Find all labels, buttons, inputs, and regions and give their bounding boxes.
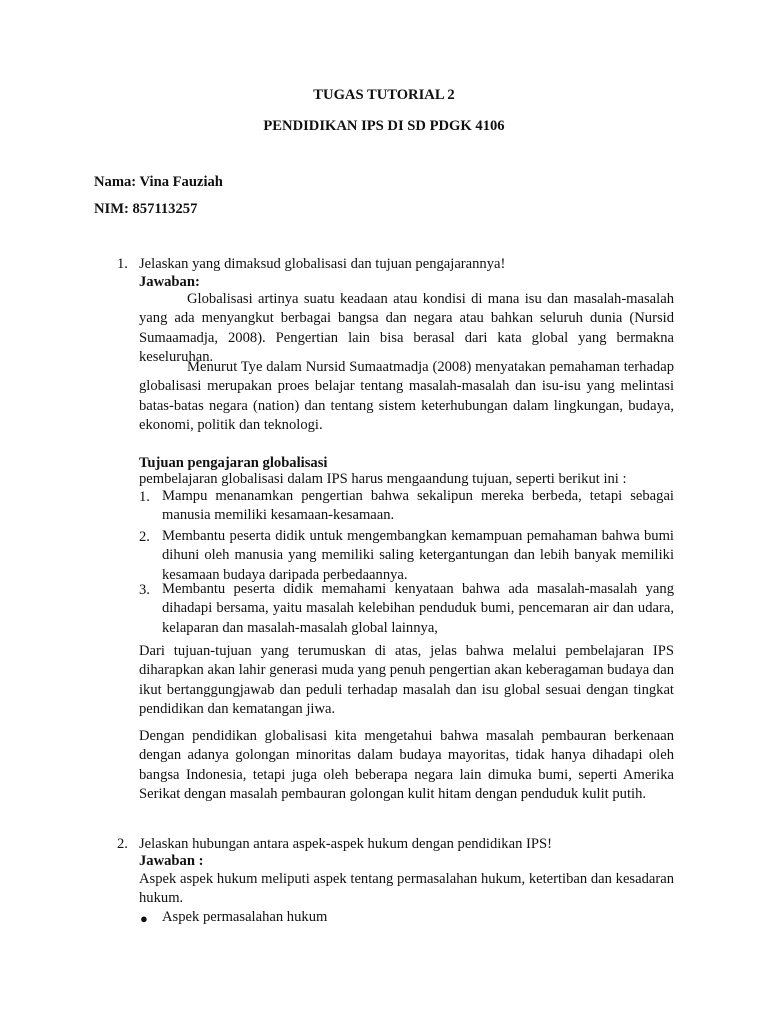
answer-1-paragraph-1: Globalisasi artinya suatu keadaan atau kondisi di mana isu dan masalah-masalah yang ada menyangkut berbagai bangsa dan negara atau bahkan seluruh dunia (Nursid Sumaamadja, 2008). Pengertian lain bisa berasal dari kata global yang bermakna keseluruhan. bbox=[139, 291, 674, 366]
question-1-answer-label: Jawaban: bbox=[139, 274, 200, 290]
goal-1-text: Mampu menanamkan pengertian bahwa sekalipun mereka berbeda, tetapi sebagai manusia memiliki kesamaan-kesamaan. bbox=[162, 488, 674, 524]
answer-2-paragraph-1: Aspek aspek hukum meliputi aspek tentang permasalahan hukum, ketertiban dan kesadaran hukum. bbox=[139, 871, 674, 907]
answer-1-paragraph-2: Menurut Tye dalam Nursid Sumaatmadja (2008) menyatakan pemahaman terhadap globalisasi merupakan proes belajar tentang masalah-masalah dan isu-isu yang melintasi batas-batas negara (nation) dan tentang sistem keterhubungan dalam lingkungan, budaya, ekonomi, politik dan teknologi. bbox=[139, 359, 674, 434]
goals-intro: pembelajaran globalisasi dalam IPS harus mengaandung tujuan, seperti berikut ini : bbox=[139, 471, 627, 487]
goal-3-text: Membantu peserta didik memahami kenyataan bahwa ada masalah-masalah yang dihadapi bersama, yaitu masalah kelebihan penduduk bumi, pencemaran air dan udara, kelaparan dan masalah-masalah global lainnya, bbox=[162, 581, 674, 636]
goal-2-text: Membantu peserta didik untuk mengembangkan kemampuan pemahaman bahwa bumi dihuni oleh manusia yang memiliki saling ketergantungan dan lebih banyak memiliki kesamaan budaya daripada perbedaannya. bbox=[162, 528, 674, 583]
answer-2-bullet-1: Aspek permasalahan hukum bbox=[162, 909, 328, 925]
goal-1-number: 1. bbox=[139, 489, 150, 505]
goal-3-number: 3. bbox=[139, 582, 150, 598]
question-1-text: Jelaskan yang dimaksud globalisasi dan tujuan pengajarannya! bbox=[139, 256, 506, 272]
student-nim: NIM: 857113257 bbox=[94, 201, 198, 217]
student-name: Nama: Vina Fauziah bbox=[94, 174, 223, 190]
answer-1-paragraph-4: Dengan pendidikan globalisasi kita mengetahui bahwa masalah pembauran berkenaan dengan adanya golongan minoritas dalam budaya mayoritas, tidak hanya dihadapi oleh bangsa Indonesia, tetapi juga oleh beberapa negara lain dimuka bumi, seperti Amerika Serikat dengan masalah pembauran golongan kulit hitam dengan penduduk kulit putih. bbox=[139, 728, 674, 803]
goals-heading: Tujuan pengajaran globalisasi bbox=[139, 455, 328, 471]
document-title: TUGAS TUTORIAL 2 bbox=[313, 87, 455, 103]
question-2-answer-label: Jawaban : bbox=[139, 853, 204, 869]
question-2-number: 2. bbox=[117, 836, 128, 852]
answer-1-paragraph-3: Dari tujuan-tujuan yang terumuskan di atas, jelas bahwa melalui pembelajaran IPS diharapkan akan lahir generasi muda yang penuh pengertian akan keberagaman budaya dan ikut bertanggungjawab dan peduli terhadap masalah dan isu global sesuai dengan tingkat pendidikan dan kematangan jiwa. bbox=[139, 643, 674, 718]
question-2-text: Jelaskan hubungan antara aspek-aspek hukum dengan pendidikan IPS! bbox=[139, 836, 552, 852]
goal-2-number: 2. bbox=[139, 529, 150, 545]
bullet-icon: ● bbox=[140, 911, 148, 926]
question-1-number: 1. bbox=[117, 256, 128, 272]
document-subtitle: PENDIDIKAN IPS DI SD PDGK 4106 bbox=[263, 118, 505, 134]
